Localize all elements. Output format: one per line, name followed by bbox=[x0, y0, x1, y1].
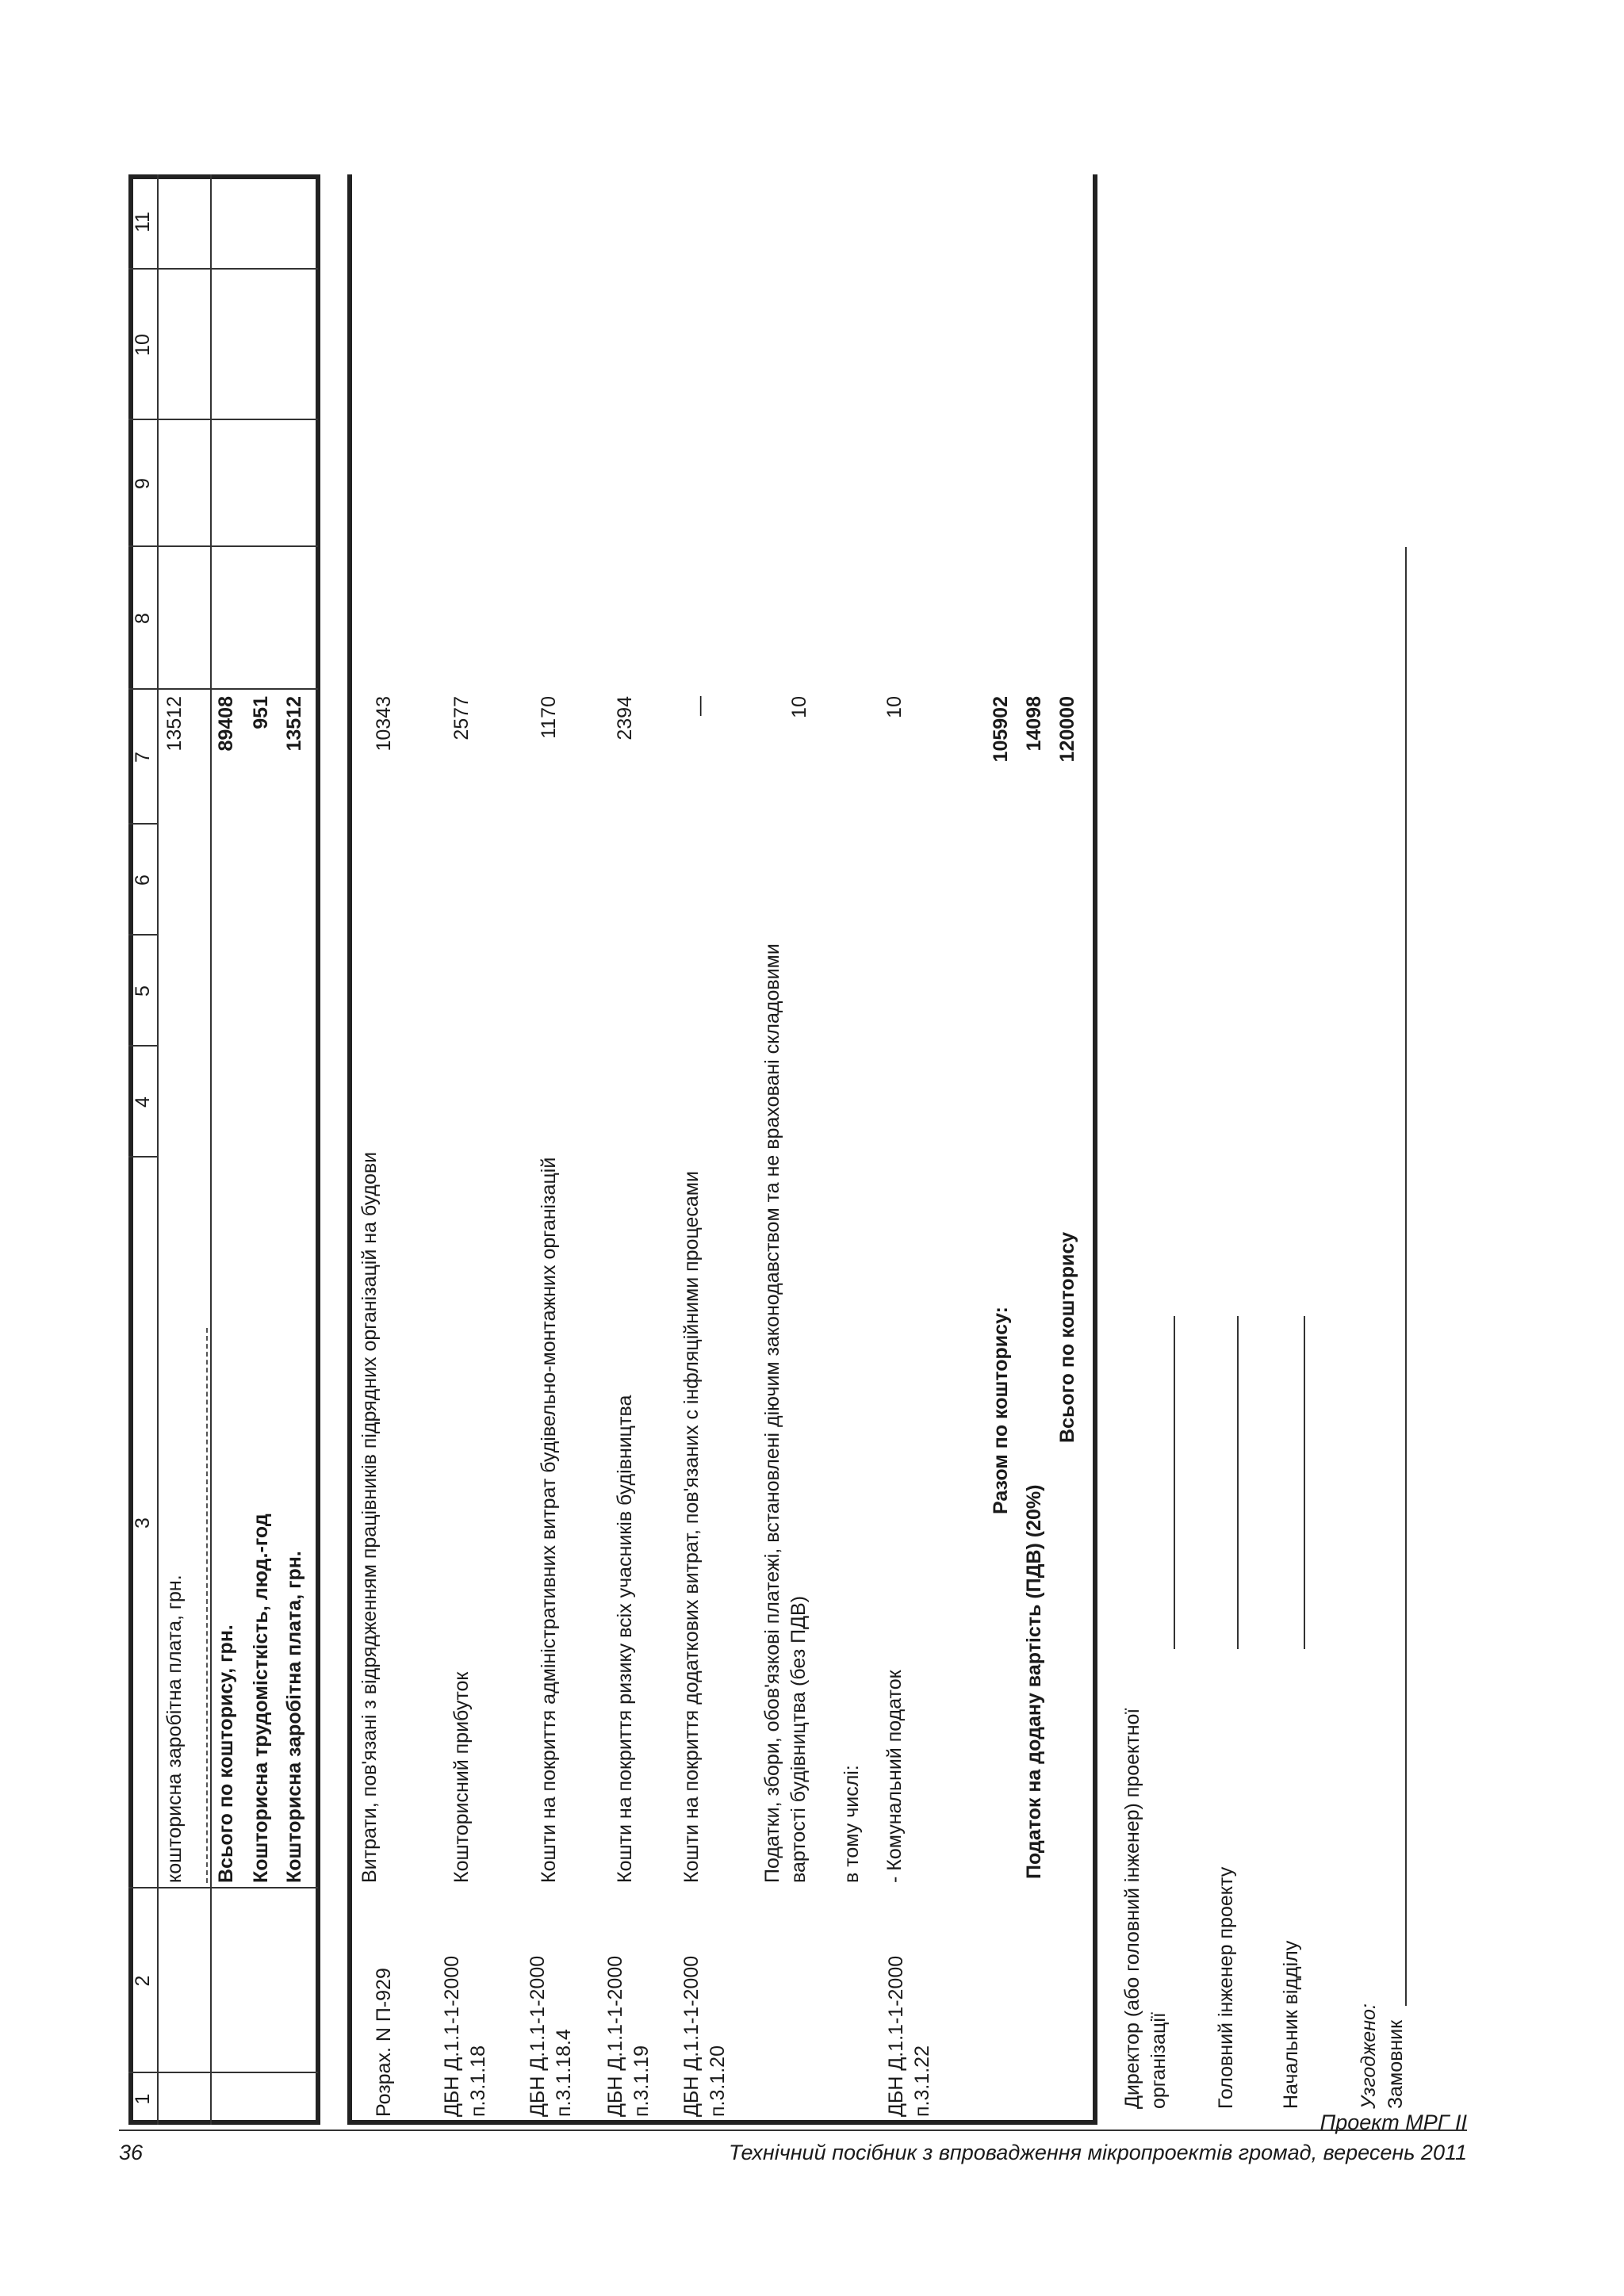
row-3-desc: Кошти на покриття адміністративних витрат будівельно-монтажних організацій bbox=[538, 1157, 560, 1883]
total-row-value: 89408 bbox=[215, 696, 237, 752]
signature-director-label: Директор (або головний інженер) проектної організації bbox=[1121, 1708, 1170, 2109]
row-2-value: 2577 bbox=[450, 696, 473, 740]
project-label: Проект МРГ ІІ bbox=[1320, 2110, 1467, 2134]
labor-row-value: 951 bbox=[250, 696, 272, 729]
row-8-value: 10 bbox=[883, 696, 906, 718]
row-3-value: 1170 bbox=[538, 696, 560, 739]
row-1-value: 10343 bbox=[373, 696, 395, 752]
signature-chief-engineer-line bbox=[1237, 1316, 1239, 1649]
row-2-desc: Кошторисний прибуток bbox=[450, 1671, 473, 1883]
grand-total-label: Всього по кошторису bbox=[1056, 1231, 1078, 1443]
header-col-10: 10 bbox=[132, 334, 154, 356]
rotated-page-content bbox=[119, 127, 1499, 2125]
wage-row-label: кошторисна заробітна плата, грн. bbox=[163, 1575, 186, 1883]
row-8-desc: - Комунальний податок bbox=[883, 1670, 906, 1883]
customer-label: Замовник bbox=[1385, 2019, 1407, 2109]
upper-table-border-bottom bbox=[316, 174, 320, 2125]
header-row-line bbox=[157, 174, 159, 2125]
row-6-value: 10 bbox=[788, 696, 810, 718]
header-col-3: 3 bbox=[132, 1517, 154, 1529]
col-sep-8 bbox=[128, 545, 318, 547]
row-1-ref: Розрах. N П-929 bbox=[373, 1968, 395, 2117]
signature-director-line bbox=[1174, 1316, 1175, 1649]
header-col-4: 4 bbox=[132, 1096, 154, 1108]
subtotal-value: 105902 bbox=[990, 696, 1012, 763]
header-col-2: 2 bbox=[132, 1975, 154, 1987]
grand-total-value: 120000 bbox=[1056, 696, 1078, 763]
lower-table-border-left bbox=[347, 2120, 1097, 2125]
row-8-ref: ДБН Д.1.1-1-2000 п.3.1.22 bbox=[885, 1955, 933, 2117]
row-2-ref: ДБН Д.1.1-1-2000 п.3.1.18 bbox=[441, 1955, 489, 2117]
subtotal-label: Разом по кошторису: bbox=[990, 1307, 1012, 1514]
dashed-separator bbox=[206, 1328, 208, 1883]
customer-signature-line bbox=[1405, 547, 1407, 2006]
col-sep-1 bbox=[128, 2072, 318, 2073]
header-col-1: 1 bbox=[132, 2093, 154, 2105]
vat-value: 14098 bbox=[1023, 696, 1045, 752]
upper-row-line bbox=[210, 174, 212, 2125]
row-5-ref: ДБН Д.1.1-1-2000 п.3.1.20 bbox=[680, 1955, 729, 2117]
header-col-8: 8 bbox=[132, 613, 154, 624]
wage-row-value: 13512 bbox=[163, 696, 186, 752]
row-7-desc: в тому числі: bbox=[841, 1765, 863, 1883]
wage-total-row-value: 13512 bbox=[283, 696, 305, 752]
signature-department-head-label: Начальник відділу bbox=[1280, 1940, 1302, 2109]
lower-table-border-top bbox=[347, 174, 352, 2125]
lower-table-border-bottom bbox=[1093, 174, 1097, 2125]
signature-chief-engineer-label: Головний інженер проекту bbox=[1215, 1866, 1237, 2109]
page-number: 36 bbox=[119, 2141, 144, 2164]
col-sep-7 bbox=[128, 688, 318, 690]
header-col-5: 5 bbox=[132, 985, 154, 997]
header-col-7: 7 bbox=[132, 752, 154, 763]
row-6-desc: Податки, збори, обов'язкові платежі, встановлені діючим законодавством та не враховані складовими вартості будівництва (без ПДВ) bbox=[761, 943, 810, 1883]
row-3-ref: ДБН Д.1.1-1-2000 п.3.1.18.4 bbox=[527, 1955, 575, 2117]
row-4-desc: Кошти на покриття ризику всіх учасників будівництва bbox=[614, 1395, 636, 1883]
agreed-label: Узгоджено: bbox=[1358, 2003, 1380, 2109]
header-col-11: 11 bbox=[132, 212, 154, 232]
row-1-desc: Витрати, пов'язані з відрядженням працівників підрядних організацій на будови bbox=[358, 1151, 381, 1883]
col-sep-9 bbox=[128, 419, 318, 420]
col-sep-2 bbox=[128, 1887, 318, 1888]
signature-department-head-line bbox=[1304, 1316, 1305, 1649]
vat-label: Податок на додану вартість (ПДВ) (20%) bbox=[1023, 1484, 1045, 1879]
row-5-value: — bbox=[688, 696, 710, 716]
total-row-label: Всього по кошторису, грн. bbox=[215, 1624, 237, 1883]
header-col-6: 6 bbox=[132, 874, 154, 886]
wage-total-row-label: Кошторисна заробітна плата, грн. bbox=[283, 1551, 305, 1883]
row-4-ref: ДБН Д.1.1-1-2000 п.3.1.19 bbox=[604, 1955, 653, 2117]
row-4-value: 2394 bbox=[614, 696, 636, 740]
labor-row-label: Кошторисна трудомісткість, люд.-год bbox=[250, 1513, 272, 1883]
manual-title: Технічний посібник з впровадження мікропроектів громад, вересень 2011 bbox=[728, 2141, 1467, 2164]
col-sep-10 bbox=[128, 268, 318, 270]
header-col-9: 9 bbox=[132, 478, 154, 489]
row-5-desc: Кошти на покриття додаткових витрат, пов'язаних с інфляційними процесами bbox=[680, 1171, 703, 1883]
